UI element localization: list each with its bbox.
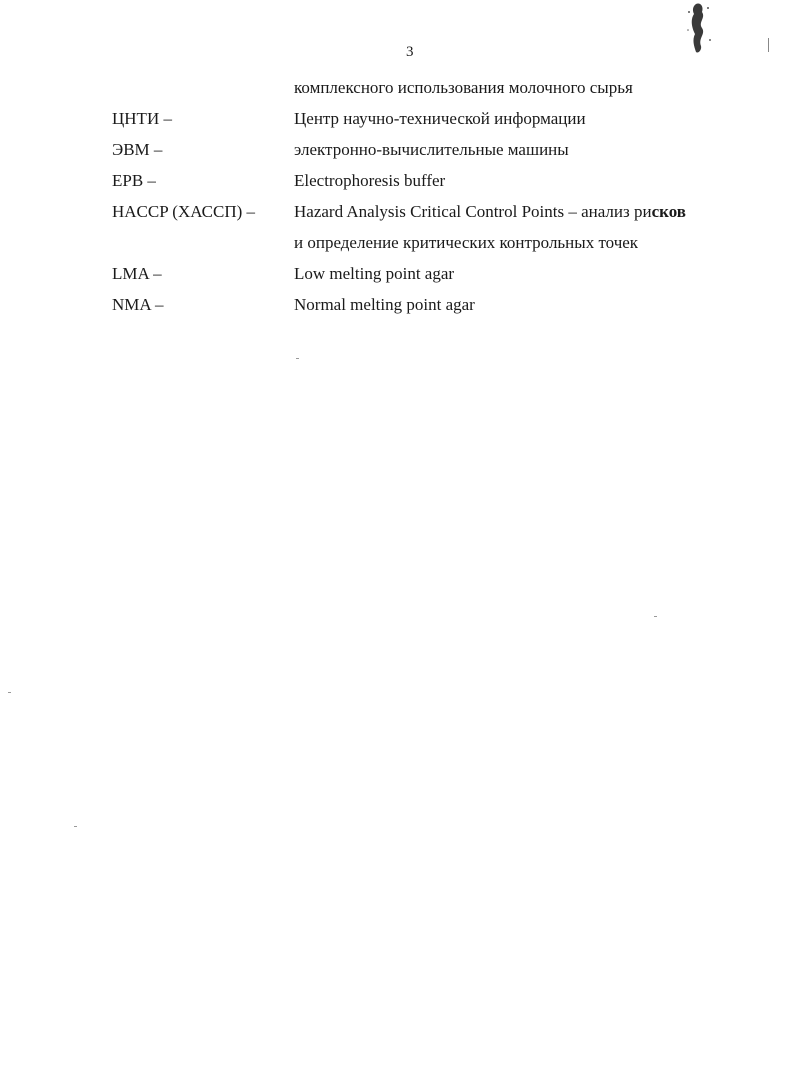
- abbreviation-term: EPB –: [112, 170, 156, 190]
- definition-text: электронно-вычислительные машины: [294, 139, 569, 159]
- scan-speck: [74, 826, 77, 827]
- abbreviation-definition: [294, 109, 752, 129]
- list-item: [112, 165, 752, 196]
- definition-text: комплексного использования молочного сырья: [294, 77, 633, 97]
- abbreviation-definition: [294, 202, 752, 222]
- abbreviation-term: ЦНТИ –: [112, 108, 172, 128]
- abbreviation-list: [112, 72, 752, 320]
- definition-text: Hazard Analysis Critical Control Points – анализ ри: [294, 201, 652, 221]
- definition-text: Low melting point agar: [294, 263, 455, 283]
- page-number: 3: [406, 44, 414, 60]
- abbreviation-definition: [294, 140, 752, 160]
- abbreviation-definition: [294, 171, 752, 191]
- list-item: [112, 134, 752, 165]
- abbreviation-term: ЭВМ –: [112, 139, 163, 159]
- definition-text: Normal melting point agar: [294, 294, 475, 314]
- abbreviation-definition: [294, 264, 752, 284]
- scan-artifact-icon: [684, 0, 714, 58]
- scan-speck: [296, 358, 299, 359]
- abbreviation-term: HACCP (ХАССП) –: [112, 201, 256, 221]
- list-item: [112, 227, 752, 258]
- definition-text: Electrophoresis buffer: [294, 170, 446, 190]
- list-item: [112, 196, 752, 227]
- scan-speck: [654, 616, 657, 617]
- definition-text: Центр научно-технической информации: [294, 108, 586, 128]
- scan-speck: [8, 692, 11, 693]
- list-item: [112, 258, 752, 289]
- abbreviation-term: NMA –: [112, 294, 164, 314]
- list-item: [112, 103, 752, 134]
- list-item: [112, 72, 752, 103]
- list-item: [112, 289, 752, 320]
- definition-bold-tail: сков: [651, 201, 686, 221]
- abbreviation-definition: [294, 295, 752, 315]
- abbreviation-definition: [294, 78, 752, 98]
- abbreviation-definition: [294, 233, 752, 253]
- margin-tick: [768, 38, 769, 52]
- definition-text: и определение критических контрольных точек: [294, 232, 639, 252]
- abbreviation-term: LMA –: [112, 263, 162, 283]
